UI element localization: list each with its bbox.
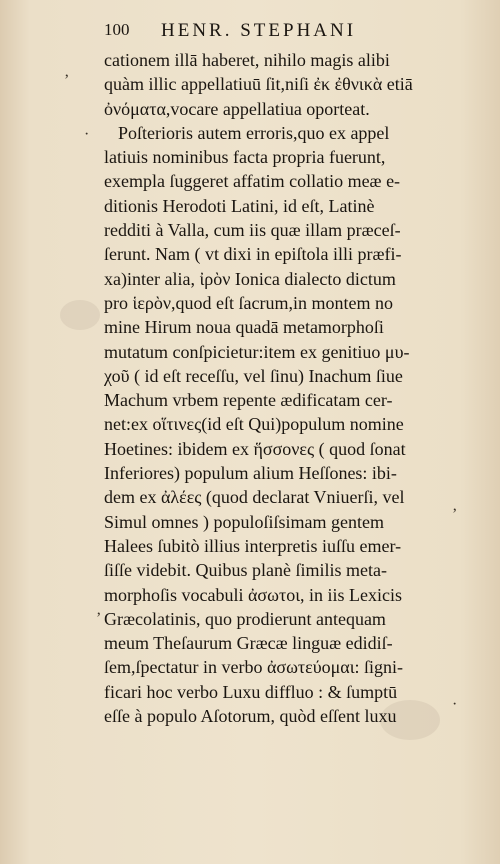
text-line: xa)inter alia, ἰρὸν Ionica dialecto dictum: [104, 268, 396, 289]
page-number: 100: [104, 20, 130, 39]
text-line: Halees ſubitò illius interpretis iuſſu emer-: [104, 535, 402, 556]
margin-annotation-mark: ʼ: [64, 72, 70, 89]
text-line: quàm illic appellatiuū ſit,niſi ἐκ ἐθνικὰ etiā: [104, 74, 413, 95]
text-line: pro ἱερὸν,quod eſt ſacrum,in montem no: [104, 292, 393, 313]
margin-annotation-mark: ʼ: [96, 610, 102, 627]
text-line: Græcolatinis, quo prodierunt antequam: [104, 608, 386, 629]
text-line: ficari hoc verbo Luxu diffluo : & ſumptū: [104, 681, 398, 702]
text-line: Inferiores) populum alium Heſſones: ibi-: [104, 463, 397, 484]
running-head: [104, 20, 444, 46]
text-line: eſſe à populo Aſotorum, quòd eſſent luxu: [104, 706, 397, 727]
text-line: χοῦ ( id eſt receſſu, vel ſinu) Inachum ſiue: [104, 365, 403, 386]
text-line: net:ex οἵτινες(id eſt Qui)populum nomine: [104, 414, 404, 435]
text-line: ὀνόματα,vocare appellatiua oporteat.: [104, 98, 370, 119]
paper-stain: [60, 300, 100, 330]
text-line: exempla ſuggeret affatim collatio meæ e-: [104, 171, 401, 192]
margin-annotation-mark: ·: [84, 126, 90, 143]
text-line: meum Theſaurum Græcæ linguæ edidiſ-: [104, 633, 393, 654]
paragraph-start-line: Poſterioris autem erroris,quo ex appel: [118, 122, 390, 143]
text-line: mine Hirum noua quadā metamorphoſi: [104, 317, 384, 338]
text-line: Machum vrbem repente ædificatam cer-: [104, 390, 393, 411]
text-line: ſem,ſpectatur in verbo ἀσωτεύομαι: ſigni-: [104, 657, 404, 678]
text-line: Hoetines: ibidem ex ἥσσονες ( quod ſonat: [104, 438, 406, 459]
text-line: morphoſis vocabuli ἀσωτοι, in iis Lexicis: [104, 584, 403, 605]
running-title: HENR. STEPHANI: [161, 20, 357, 41]
text-line: cationem illā haberet, nihilo magis alibi: [104, 50, 390, 70]
text-line: redditi à Valla, cum iis quæ illam præceſ-: [104, 220, 401, 241]
text-line: ſerunt. Nam ( vt dixi in epiſtola illi præfi-: [104, 244, 402, 265]
text-line: dem ex ἀλέες (quod declarat Vniuerſi, vel: [104, 487, 405, 508]
text-line: mutatum conſpicietur:item ex genitiuo μυ-: [104, 341, 410, 362]
text-line: ditionis Herodoti Latini, id eſt, Latinè: [104, 195, 375, 216]
margin-annotation-mark: ʼ: [452, 506, 458, 523]
text-line: Simul omnes ) populoſiſsimam gentem: [104, 511, 384, 532]
text-line: ſiſſe videbit. Quibus planè ſimilis meta-: [104, 560, 387, 581]
text-line: latiuis nominibus facta propria fuerunt,: [104, 147, 386, 168]
body-text: [104, 48, 456, 728]
margin-annotation-mark: ·: [452, 696, 458, 713]
